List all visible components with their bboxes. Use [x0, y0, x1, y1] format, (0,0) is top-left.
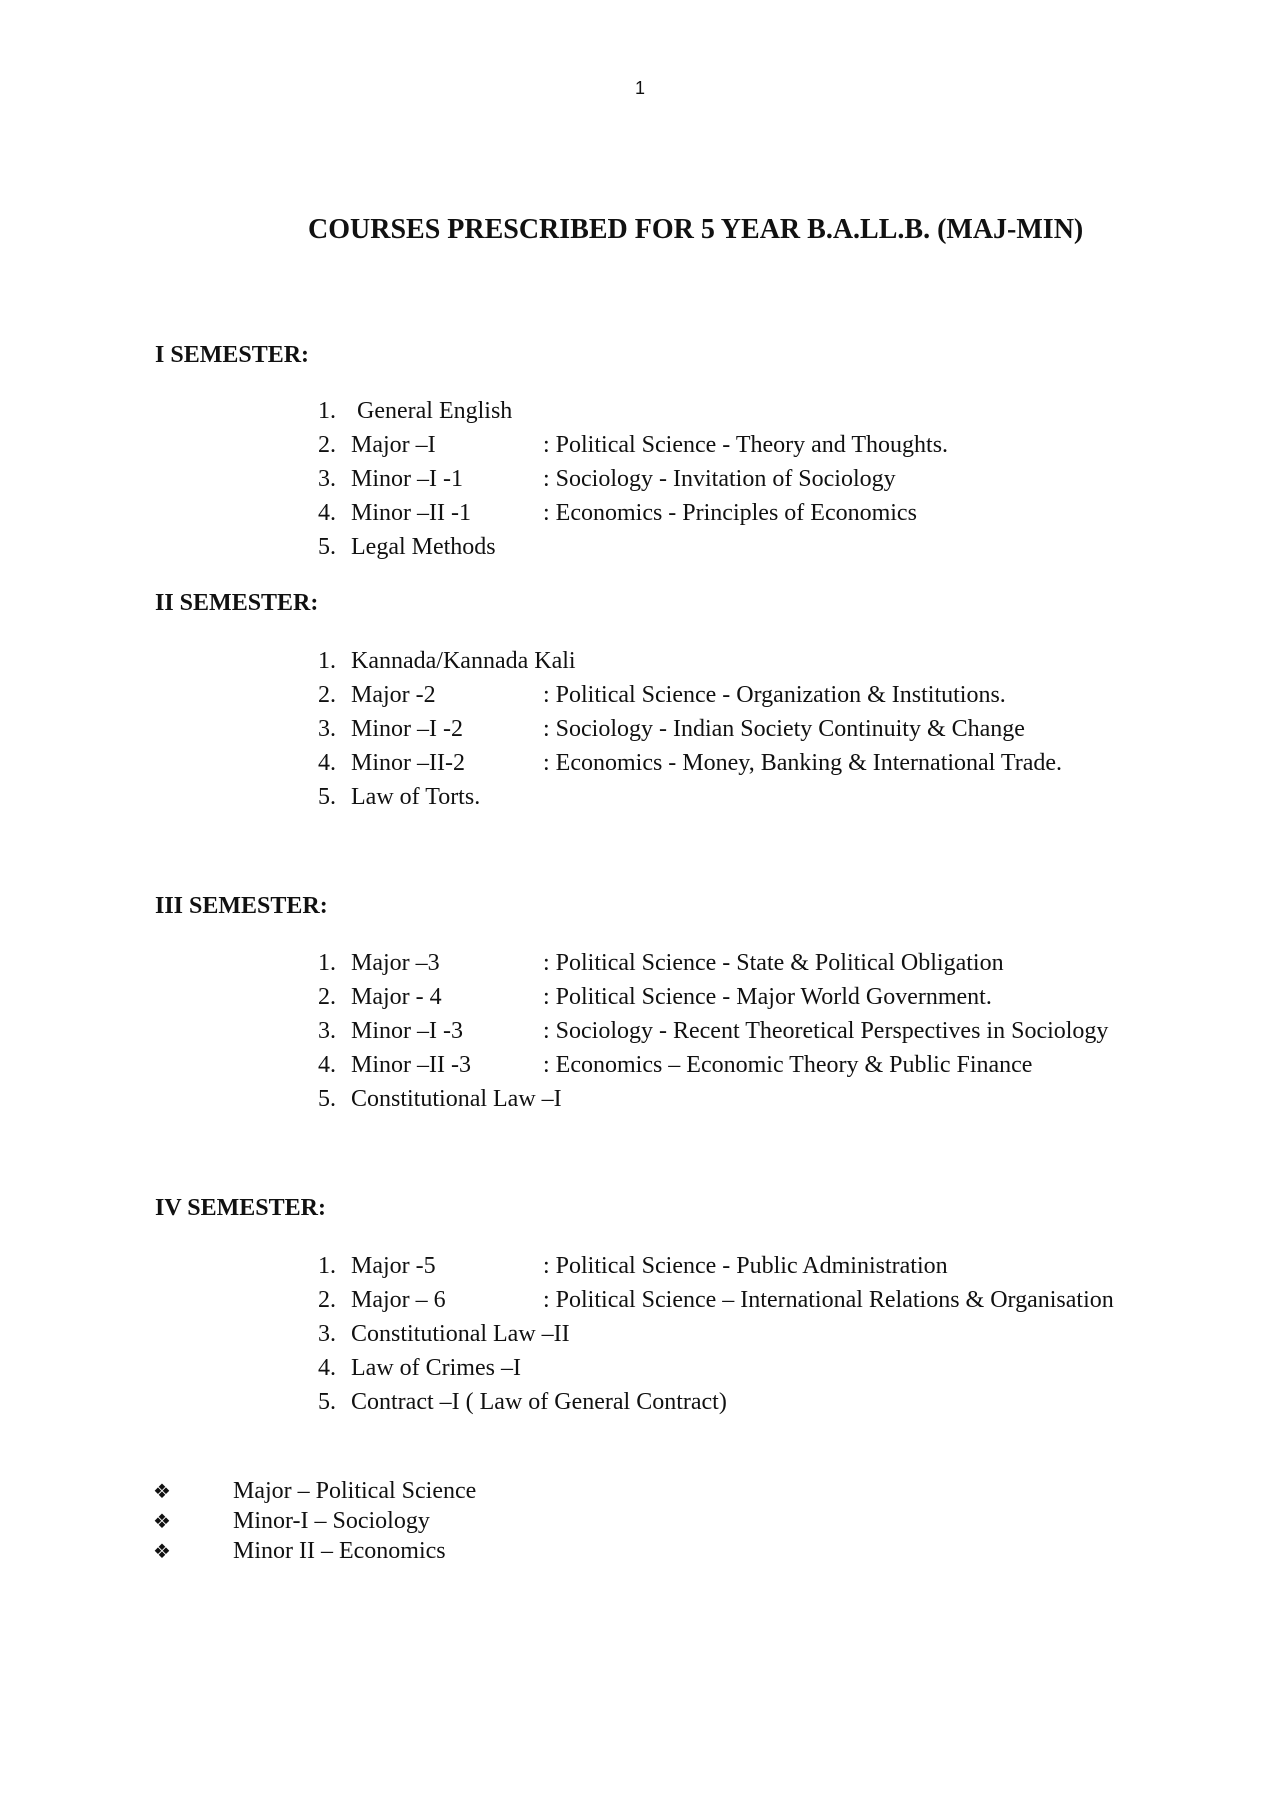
course-number: 2. [318, 432, 336, 458]
course-number: 3. [318, 1321, 336, 1347]
course-detail: : Political Science - Theory and Thoughts. [543, 432, 949, 458]
diamond-bullet-icon: ❖ [153, 1479, 171, 1503]
course-number: 4. [318, 1052, 336, 1078]
course-number: 2. [318, 1287, 336, 1313]
course-name: Constitutional Law –I [351, 1086, 562, 1112]
semester-2-heading: II SEMESTER: [155, 590, 319, 616]
course-name: Minor –I -3 [351, 1018, 463, 1044]
course-detail: : Economics – Economic Theory & Public Finance [543, 1052, 1033, 1078]
legend-text: Minor II – Economics [233, 1538, 446, 1564]
semester-4-heading: IV SEMESTER: [155, 1195, 326, 1221]
course-name: Minor –II -3 [351, 1052, 471, 1078]
course-number: 5. [318, 1389, 336, 1415]
course-number: 2. [318, 682, 336, 708]
course-name: Major -2 [351, 682, 436, 708]
diamond-bullet-icon: ❖ [153, 1509, 171, 1533]
course-number: 4. [318, 750, 336, 776]
course-detail: : Political Science - Major World Government. [543, 984, 992, 1010]
course-number: 1. [318, 1253, 336, 1279]
course-name: Legal Methods [351, 534, 496, 560]
course-name: Constitutional Law –II [351, 1321, 570, 1347]
legend-text: Major – Political Science [233, 1478, 477, 1504]
course-name: Minor –II -1 [351, 500, 471, 526]
course-number: 3. [318, 466, 336, 492]
course-name: Contract –I ( Law of General Contract) [351, 1389, 727, 1415]
legend-text: Minor-I – Sociology [233, 1508, 430, 1534]
course-number: 1. [318, 648, 336, 674]
course-name: Minor –I -1 [351, 466, 463, 492]
diamond-bullet-icon: ❖ [153, 1539, 171, 1563]
page-title: COURSES PRESCRIBED FOR 5 YEAR B.A.LL.B. (MAJ-MIN) [308, 214, 1084, 245]
course-number: 3. [318, 716, 336, 742]
course-name: General English [357, 398, 513, 424]
course-number: 4. [318, 500, 336, 526]
course-number: 2. [318, 984, 336, 1010]
course-number: 5. [318, 784, 336, 810]
course-detail: : Political Science - Organization & Institutions. [543, 682, 1006, 708]
course-name: Major –3 [351, 950, 440, 976]
course-detail: : Sociology - Indian Society Continuity & Change [543, 716, 1025, 742]
course-detail: : Sociology - Recent Theoretical Perspectives in Sociology [543, 1018, 1109, 1044]
course-detail: : Political Science - State & Political Obligation [543, 950, 1004, 976]
course-name: Kannada/Kannada Kali [351, 648, 576, 674]
course-name: Law of Torts. [351, 784, 481, 810]
course-number: 5. [318, 534, 336, 560]
course-detail: : Economics - Principles of Economics [543, 500, 917, 526]
course-number: 4. [318, 1355, 336, 1381]
course-detail: : Political Science - Public Administration [543, 1253, 948, 1279]
course-number: 3. [318, 1018, 336, 1044]
course-number: 1. [318, 398, 336, 424]
course-number: 1. [318, 950, 336, 976]
page-number: 1 [634, 78, 645, 98]
course-name: Major - 4 [351, 984, 442, 1010]
course-name: Minor –I -2 [351, 716, 463, 742]
semester-3-heading: III SEMESTER: [155, 893, 328, 919]
course-detail: : Political Science – International Relations & Organisation [543, 1287, 1114, 1313]
course-name: Major -5 [351, 1253, 436, 1279]
semester-1-heading: I SEMESTER: [155, 342, 310, 368]
course-number: 5. [318, 1086, 336, 1112]
course-name: Major –I [351, 432, 436, 458]
course-detail: : Sociology - Invitation of Sociology [543, 466, 896, 492]
course-name: Law of Crimes –I [351, 1355, 521, 1381]
course-name: Major – 6 [351, 1287, 446, 1313]
course-detail: : Economics - Money, Banking & International Trade. [543, 750, 1063, 776]
course-name: Minor –II-2 [351, 750, 465, 776]
